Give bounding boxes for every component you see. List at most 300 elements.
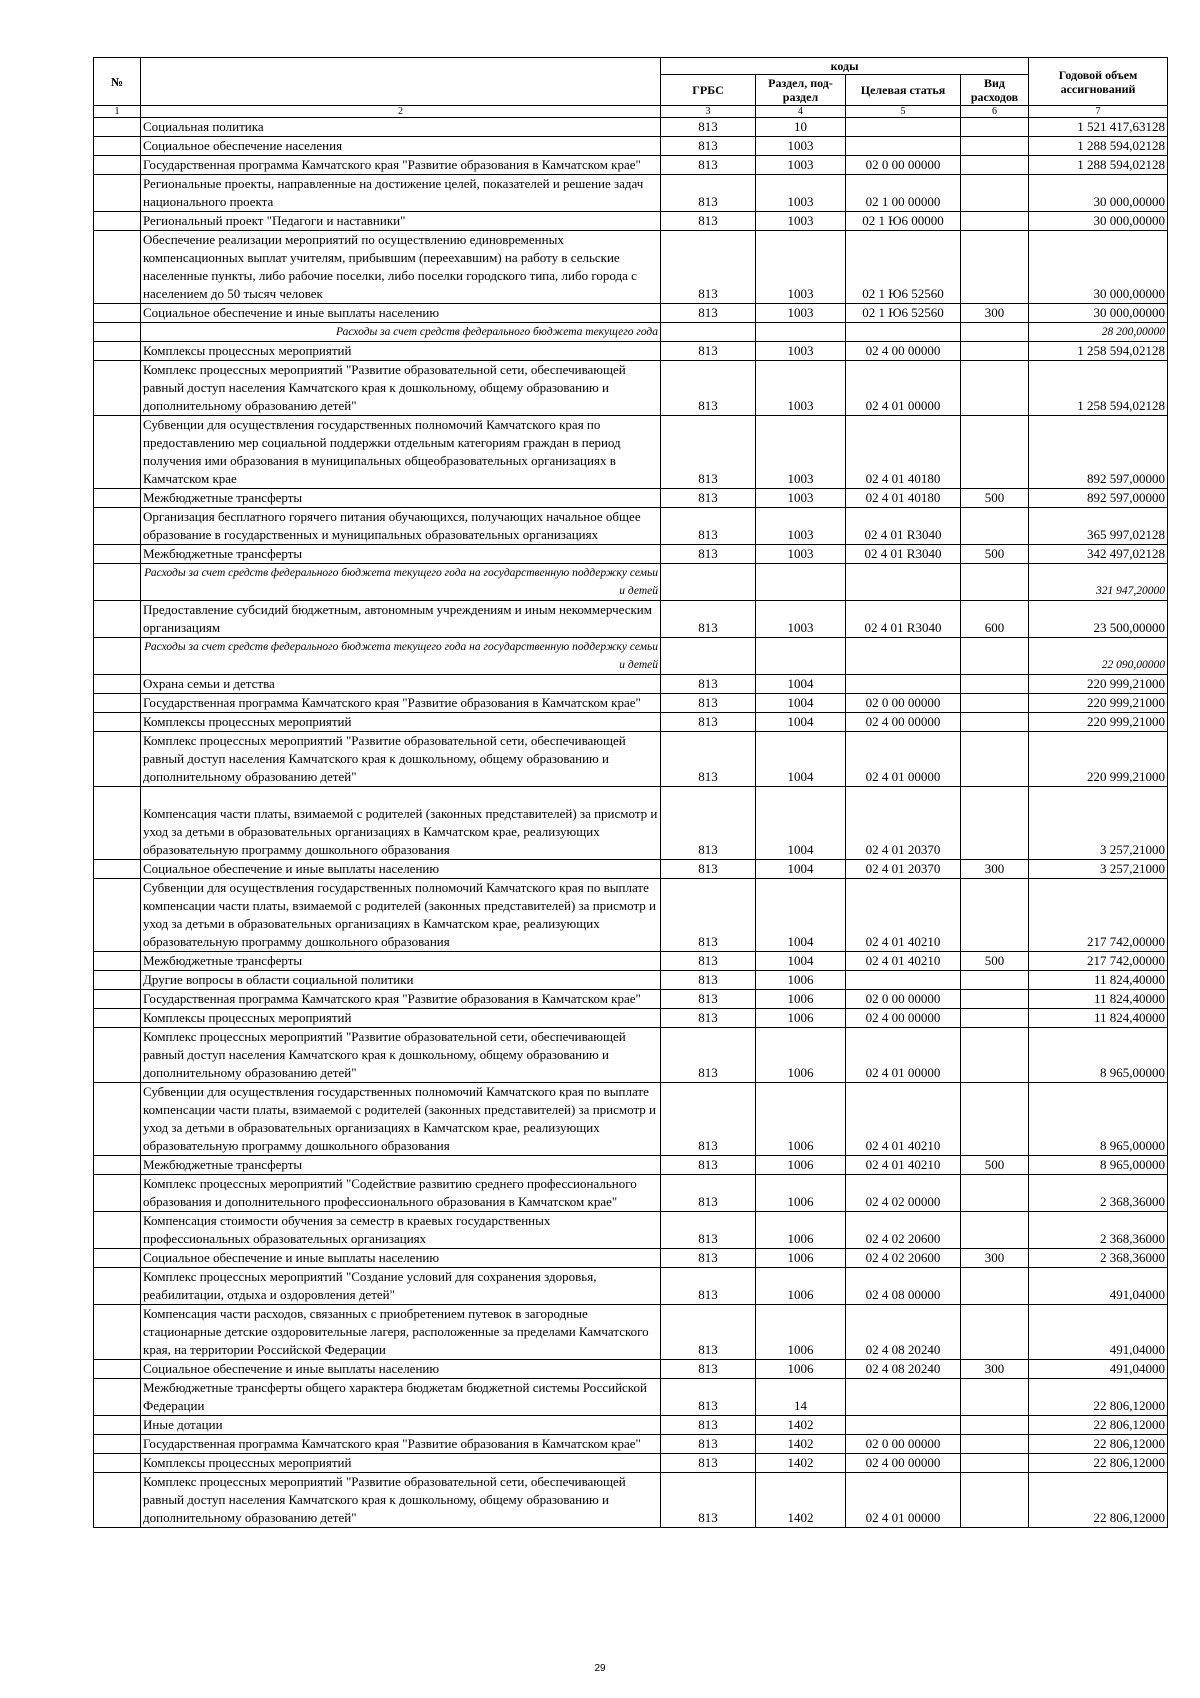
row-razdel-cell: 1006 (756, 1156, 846, 1175)
row-grbs-cell: 813 (661, 1028, 756, 1083)
row-razdel-cell: 1402 (756, 1473, 846, 1528)
row-razdel-cell: 1004 (756, 675, 846, 694)
row-num-cell (94, 1360, 141, 1379)
row-cs-cell: 02 4 00 00000 (846, 342, 961, 361)
table-row (94, 713, 1168, 732)
row-razdel-cell: 1402 (756, 1416, 846, 1435)
row-vid-cell (961, 323, 1029, 342)
row-num-cell (94, 732, 141, 787)
row-cs-cell (846, 638, 961, 675)
row-grbs-cell: 813 (661, 990, 756, 1009)
row-vid-cell (961, 638, 1029, 675)
column-number: 6 (961, 106, 1029, 118)
row-vid-cell: 300 (961, 1249, 1029, 1268)
row-vid-cell (961, 1435, 1029, 1454)
row-num-cell (94, 787, 141, 860)
row-amount-cell: 22 806,12000 (1029, 1416, 1168, 1435)
row-cs-cell: 02 4 02 20600 (846, 1212, 961, 1249)
row-amount-cell: 11 824,40000 (1029, 990, 1168, 1009)
row-num-cell (94, 545, 141, 564)
row-vid-cell (961, 231, 1029, 304)
row-grbs-cell: 813 (661, 416, 756, 489)
row-vid-cell (961, 342, 1029, 361)
table-row (94, 1249, 1168, 1268)
row-grbs-cell: 813 (661, 1268, 756, 1305)
row-vid-cell: 500 (961, 545, 1029, 564)
table-row (94, 175, 1168, 212)
row-cs-cell: 02 4 02 20600 (846, 1249, 961, 1268)
page-number: 29 (594, 1663, 606, 1674)
row-razdel-cell: 1006 (756, 1175, 846, 1212)
row-cs-cell: 02 0 00 00000 (846, 694, 961, 713)
row-num-cell (94, 212, 141, 231)
row-name-cell: Комплексы процессных мероприятий (141, 342, 661, 361)
row-razdel-cell: 1006 (756, 1083, 846, 1156)
row-cs-cell: 02 4 01 00000 (846, 1473, 961, 1528)
row-razdel-cell: 1004 (756, 860, 846, 879)
row-amount-cell: 2 368,36000 (1029, 1175, 1168, 1212)
row-razdel-cell: 1004 (756, 713, 846, 732)
row-num-cell (94, 971, 141, 990)
row-vid-cell (961, 1009, 1029, 1028)
column-number: 7 (1029, 106, 1168, 118)
row-grbs-cell: 813 (661, 1305, 756, 1360)
row-amount-cell: 220 999,21000 (1029, 732, 1168, 787)
row-num-cell (94, 638, 141, 675)
row-num-cell (94, 304, 141, 323)
table-row (94, 212, 1168, 231)
row-num-cell (94, 1416, 141, 1435)
table-row (94, 1268, 1168, 1305)
row-vid-cell (961, 1379, 1029, 1416)
row-num-cell (94, 137, 141, 156)
row-cs-cell: 02 4 02 00000 (846, 1175, 961, 1212)
row-amount-cell: 892 597,00000 (1029, 489, 1168, 508)
row-vid-cell (961, 787, 1029, 860)
row-num-cell (94, 1156, 141, 1175)
row-amount-cell: 11 824,40000 (1029, 1009, 1168, 1028)
row-name-cell: Межбюджетные трансферты (141, 1156, 661, 1175)
row-name-cell: Межбюджетные трансферты (141, 952, 661, 971)
row-vid-cell (961, 416, 1029, 489)
row-cs-cell: 02 4 01 R3040 (846, 508, 961, 545)
row-cs-cell (846, 675, 961, 694)
table-row (94, 508, 1168, 545)
row-amount-cell: 892 597,00000 (1029, 416, 1168, 489)
row-razdel-cell: 1004 (756, 879, 846, 952)
row-num-cell (94, 416, 141, 489)
row-amount-cell: 220 999,21000 (1029, 675, 1168, 694)
row-cs-cell: 02 4 01 20370 (846, 860, 961, 879)
row-amount-cell: 1 288 594,02128 (1029, 156, 1168, 175)
row-vid-cell (961, 1083, 1029, 1156)
row-amount-cell: 321 947,20000 (1029, 564, 1168, 601)
row-vid-cell: 300 (961, 860, 1029, 879)
row-amount-cell: 3 257,21000 (1029, 787, 1168, 860)
table-row (94, 416, 1168, 489)
row-cs-cell: 02 4 01 40210 (846, 1156, 961, 1175)
row-razdel-cell: 1006 (756, 1360, 846, 1379)
row-vid-cell (961, 694, 1029, 713)
row-num-cell (94, 508, 141, 545)
row-name-cell: Иные дотации (141, 1416, 661, 1435)
row-num-cell (94, 156, 141, 175)
table-row (94, 1454, 1168, 1473)
row-amount-cell: 2 368,36000 (1029, 1249, 1168, 1268)
row-grbs-cell: 813 (661, 212, 756, 231)
row-grbs-cell: 813 (661, 1212, 756, 1249)
row-grbs-cell: 813 (661, 545, 756, 564)
row-amount-cell: 30 000,00000 (1029, 304, 1168, 323)
row-cs-cell: 02 4 00 00000 (846, 1009, 961, 1028)
row-name-cell: Государственная программа Камчатского края "Развитие образования в Камчатском крае" (141, 1435, 661, 1454)
row-vid-cell (961, 1212, 1029, 1249)
row-razdel-cell: 14 (756, 1379, 846, 1416)
row-vid-cell: 500 (961, 1156, 1029, 1175)
table-row (94, 879, 1168, 952)
row-name-cell: Охрана семьи и детства (141, 675, 661, 694)
row-razdel-cell: 1003 (756, 304, 846, 323)
header-grbs: ГРБС (661, 75, 756, 106)
row-razdel-cell: 1003 (756, 175, 846, 212)
row-grbs-cell: 813 (661, 732, 756, 787)
row-vid-cell (961, 732, 1029, 787)
row-razdel-cell: 1402 (756, 1435, 846, 1454)
row-name-cell: Социальное обеспечение и иные выплаты населению (141, 1360, 661, 1379)
row-num-cell (94, 1212, 141, 1249)
row-amount-cell: 2 368,36000 (1029, 1212, 1168, 1249)
row-grbs-cell: 813 (661, 1083, 756, 1156)
row-grbs-cell: 813 (661, 694, 756, 713)
row-cs-cell: 02 4 08 20240 (846, 1305, 961, 1360)
row-razdel-cell: 1004 (756, 694, 846, 713)
table-row (94, 952, 1168, 971)
table-row (94, 1028, 1168, 1083)
row-grbs-cell: 813 (661, 601, 756, 638)
row-num-cell (94, 1249, 141, 1268)
row-amount-cell: 491,04000 (1029, 1305, 1168, 1360)
row-razdel-cell: 1004 (756, 787, 846, 860)
row-vid-cell (961, 361, 1029, 416)
row-vid-cell (961, 971, 1029, 990)
row-amount-cell: 28 200,00000 (1029, 323, 1168, 342)
row-razdel-cell: 1006 (756, 1305, 846, 1360)
row-name-cell: Субвенции для осуществления государственных полномочий Камчатского края по выплате компенсации части платы, взимаемой с родителей (законных представителей) за присмотр и уход за детьми в образовательных организациях в Камчатском крае, реализующих образовательную программу дошкольного образования (141, 1083, 661, 1156)
row-razdel-cell (756, 638, 846, 675)
row-vid-cell: 500 (961, 952, 1029, 971)
table-row (94, 342, 1168, 361)
header-codes: коды (661, 58, 1029, 75)
column-number: 1 (94, 106, 141, 118)
row-name-cell: Комплекс процессных мероприятий "Содействие развитию среднего профессионального образования и дополнительного профессионального образования в Камчатском крае" (141, 1175, 661, 1212)
table-row (94, 1473, 1168, 1528)
row-grbs-cell: 813 (661, 118, 756, 137)
row-amount-cell: 3 257,21000 (1029, 860, 1168, 879)
row-name-cell: Межбюджетные трансферты (141, 545, 661, 564)
row-grbs-cell: 813 (661, 1435, 756, 1454)
row-vid-cell (961, 137, 1029, 156)
row-name-cell: Комплекс процессных мероприятий "Создание условий для сохранения здоровья, реабилитации, отдыха и оздоровления детей" (141, 1268, 661, 1305)
table-row-note (94, 564, 1168, 601)
row-grbs-cell: 813 (661, 675, 756, 694)
header-razdel: Раздел, под-раздел (756, 75, 846, 106)
row-amount-cell: 30 000,00000 (1029, 231, 1168, 304)
table-row (94, 1009, 1168, 1028)
row-razdel-cell: 1006 (756, 1028, 846, 1083)
row-name-cell: Комплексы процессных мероприятий (141, 1454, 661, 1473)
row-amount-cell: 8 965,00000 (1029, 1028, 1168, 1083)
row-name-cell: Региональный проект "Педагоги и наставники" (141, 212, 661, 231)
row-num-cell (94, 118, 141, 137)
row-amount-cell: 1 521 417,63128 (1029, 118, 1168, 137)
row-razdel-cell: 1003 (756, 489, 846, 508)
row-num-cell (94, 323, 141, 342)
row-name-cell: Региональные проекты, направленные на достижение целей, показателей и решение задач национального проекта (141, 175, 661, 212)
row-grbs-cell: 813 (661, 361, 756, 416)
row-cs-cell: 02 1 Ю6 00000 (846, 212, 961, 231)
row-cs-cell: 02 4 00 00000 (846, 713, 961, 732)
row-num-cell (94, 564, 141, 601)
row-vid-cell: 500 (961, 489, 1029, 508)
row-razdel-cell: 10 (756, 118, 846, 137)
row-num-cell (94, 1175, 141, 1212)
row-num-cell (94, 1473, 141, 1528)
table-row (94, 860, 1168, 879)
row-num-cell (94, 694, 141, 713)
row-grbs-cell: 813 (661, 231, 756, 304)
row-name-cell: Комплекс процессных мероприятий "Развитие образовательной сети, обеспечивающей равный доступ населения Камчатского края к дошкольному, общему образованию и дополнительному образованию детей" (141, 732, 661, 787)
row-cs-cell: 02 4 01 R3040 (846, 545, 961, 564)
row-name-cell: Компенсация части расходов, связанных с приобретением путевок в загородные стационарные детские оздоровительные лагеря, расположенные за пределами Камчатского края, на территории Российской Федерации (141, 1305, 661, 1360)
header-num: № (94, 58, 141, 106)
row-razdel-cell (756, 323, 846, 342)
column-number-row (94, 106, 1168, 118)
row-grbs-cell: 813 (661, 952, 756, 971)
row-num-cell (94, 1028, 141, 1083)
row-num-cell (94, 952, 141, 971)
row-grbs-cell: 813 (661, 1416, 756, 1435)
row-cs-cell: 02 4 00 00000 (846, 1454, 961, 1473)
column-number: 3 (661, 106, 756, 118)
row-vid-cell (961, 1416, 1029, 1435)
row-amount-cell: 22 806,12000 (1029, 1454, 1168, 1473)
row-name-cell: Расходы за счет средств федерального бюджета текущего года на государственную поддержку семьи и детей (141, 564, 661, 601)
row-amount-cell: 491,04000 (1029, 1268, 1168, 1305)
row-razdel-cell: 1003 (756, 137, 846, 156)
row-amount-cell: 22 806,12000 (1029, 1379, 1168, 1416)
row-vid-cell (961, 1305, 1029, 1360)
row-grbs-cell: 813 (661, 1379, 756, 1416)
row-name-cell: Социальная политика (141, 118, 661, 137)
row-grbs-cell: 813 (661, 879, 756, 952)
table-header (94, 58, 1168, 118)
row-name-cell: Межбюджетные трансферты общего характера бюджетам бюджетной системы Российской Федерации (141, 1379, 661, 1416)
row-razdel-cell: 1006 (756, 1268, 846, 1305)
row-vid-cell (961, 156, 1029, 175)
row-razdel-cell: 1003 (756, 342, 846, 361)
row-grbs-cell: 813 (661, 175, 756, 212)
row-amount-cell: 8 965,00000 (1029, 1156, 1168, 1175)
row-cs-cell: 02 0 00 00000 (846, 156, 961, 175)
row-num-cell (94, 675, 141, 694)
table-row (94, 231, 1168, 304)
row-razdel-cell (756, 564, 846, 601)
row-grbs-cell: 813 (661, 1249, 756, 1268)
row-vid-cell (961, 118, 1029, 137)
table-row (94, 787, 1168, 860)
row-name-cell: Комплекс процессных мероприятий "Развитие образовательной сети, обеспечивающей равный доступ населения Камчатского края к дошкольному, общему образованию и дополнительному образованию детей" (141, 1028, 661, 1083)
row-amount-cell: 342 497,02128 (1029, 545, 1168, 564)
row-amount-cell: 220 999,21000 (1029, 694, 1168, 713)
row-vid-cell (961, 713, 1029, 732)
table-row (94, 156, 1168, 175)
table-row-note (94, 323, 1168, 342)
row-num-cell (94, 1454, 141, 1473)
row-num-cell (94, 175, 141, 212)
row-cs-cell: 02 4 01 40210 (846, 952, 961, 971)
row-grbs-cell (661, 638, 756, 675)
row-name-cell: Предоставление субсидий бюджетным, автономным учреждениям и иным некоммерческим организациям (141, 601, 661, 638)
row-num-cell (94, 1435, 141, 1454)
row-name-cell: Компенсация части платы, взимаемой с родителей (законных представителей) за присмотр и уход за детьми в образовательных организациях в Камчатском крае, реализующих образовательную программу дошкольного образования (141, 787, 661, 860)
row-cs-cell: 02 1 Ю6 52560 (846, 304, 961, 323)
table-row (94, 1435, 1168, 1454)
row-amount-cell: 30 000,00000 (1029, 212, 1168, 231)
row-razdel-cell: 1006 (756, 1009, 846, 1028)
row-num-cell (94, 489, 141, 508)
row-cs-cell (846, 564, 961, 601)
table-row-note (94, 638, 1168, 675)
row-num-cell (94, 860, 141, 879)
table-row (94, 489, 1168, 508)
row-vid-cell: 600 (961, 601, 1029, 638)
row-grbs-cell: 813 (661, 713, 756, 732)
column-number: 2 (141, 106, 661, 118)
table-row (94, 361, 1168, 416)
row-num-cell (94, 1305, 141, 1360)
row-cs-cell: 02 4 01 40210 (846, 879, 961, 952)
row-vid-cell (961, 564, 1029, 601)
row-name-cell: Комплексы процессных мероприятий (141, 713, 661, 732)
row-name-cell: Социальное обеспечение населения (141, 137, 661, 156)
row-name-cell: Социальное обеспечение и иные выплаты населению (141, 860, 661, 879)
row-amount-cell: 217 742,00000 (1029, 879, 1168, 952)
row-vid-cell (961, 1175, 1029, 1212)
table-row (94, 1156, 1168, 1175)
row-name-cell: Субвенции для осуществления государственных полномочий Камчатского края по предоставлению мер социальной поддержки отдельным категориям граждан в период получения ими образования в муниципальных общеобразовательных организациях в Камчатском крае (141, 416, 661, 489)
row-name-cell: Социальное обеспечение и иные выплаты населению (141, 1249, 661, 1268)
row-cs-cell (846, 118, 961, 137)
row-vid-cell (961, 1473, 1029, 1528)
row-grbs-cell: 813 (661, 342, 756, 361)
budget-table (93, 57, 1168, 1528)
row-grbs-cell: 813 (661, 1175, 756, 1212)
row-razdel-cell: 1003 (756, 156, 846, 175)
row-name-cell: Комплекс процессных мероприятий "Развитие образовательной сети, обеспечивающей равный доступ населения Камчатского края к дошкольному, общему образованию и дополнительному образованию детей" (141, 361, 661, 416)
row-name-cell: Расходы за счет средств федерального бюджета текущего года на государственную поддержку семьи и детей (141, 638, 661, 675)
row-grbs-cell: 813 (661, 787, 756, 860)
row-num-cell (94, 231, 141, 304)
row-vid-cell (961, 212, 1029, 231)
row-amount-cell: 220 999,21000 (1029, 713, 1168, 732)
row-razdel-cell: 1006 (756, 971, 846, 990)
row-name-cell: Государственная программа Камчатского края "Развитие образования в Камчатском крае" (141, 694, 661, 713)
row-cs-cell: 02 4 01 00000 (846, 732, 961, 787)
table-row (94, 601, 1168, 638)
row-razdel-cell: 1004 (756, 732, 846, 787)
row-razdel-cell: 1004 (756, 952, 846, 971)
row-name-cell: Социальное обеспечение и иные выплаты населению (141, 304, 661, 323)
row-grbs-cell: 813 (661, 156, 756, 175)
row-num-cell (94, 601, 141, 638)
row-amount-cell: 1 258 594,02128 (1029, 361, 1168, 416)
row-vid-cell (961, 675, 1029, 694)
row-grbs-cell: 813 (661, 489, 756, 508)
row-cs-cell: 02 4 01 40210 (846, 1083, 961, 1156)
row-name-cell: Расходы за счет средств федерального бюджета текущего года (141, 323, 661, 342)
row-razdel-cell: 1402 (756, 1454, 846, 1473)
row-razdel-cell: 1003 (756, 545, 846, 564)
row-razdel-cell: 1006 (756, 1249, 846, 1268)
row-cs-cell: 02 4 08 20240 (846, 1360, 961, 1379)
table-row (94, 971, 1168, 990)
row-vid-cell: 300 (961, 1360, 1029, 1379)
row-razdel-cell: 1006 (756, 990, 846, 1009)
row-vid-cell (961, 1268, 1029, 1305)
row-amount-cell: 22 090,00000 (1029, 638, 1168, 675)
row-cs-cell: 02 4 01 00000 (846, 361, 961, 416)
row-vid-cell (961, 175, 1029, 212)
table-row (94, 1360, 1168, 1379)
row-razdel-cell: 1006 (756, 1212, 846, 1249)
table-row (94, 137, 1168, 156)
row-cs-cell: 02 1 00 00000 (846, 175, 961, 212)
row-name-cell: Комплекс процессных мероприятий "Развитие образовательной сети, обеспечивающей равный доступ населения Камчатского края к дошкольному, общему образованию и дополнительному образованию детей" (141, 1473, 661, 1528)
row-amount-cell: 11 824,40000 (1029, 971, 1168, 990)
header-name (141, 58, 661, 106)
row-amount-cell: 22 806,12000 (1029, 1435, 1168, 1454)
table-row (94, 1083, 1168, 1156)
row-name-cell: Организация бесплатного горячего питания обучающихся, получающих начальное общее образование в государственных и муниципальных образовательных организациях (141, 508, 661, 545)
row-num-cell (94, 342, 141, 361)
row-grbs-cell (661, 564, 756, 601)
row-cs-cell: 02 4 01 40180 (846, 489, 961, 508)
row-num-cell (94, 1009, 141, 1028)
row-razdel-cell: 1003 (756, 508, 846, 545)
table-row (94, 545, 1168, 564)
row-amount-cell: 8 965,00000 (1029, 1083, 1168, 1156)
row-name-cell: Обеспечение реализации мероприятий по осуществлению единовременных компенсационных выплат учителям, прибывшим (переехавшим) на работу в сельские населенные пункты, либо рабочие поселки, либо поселки городского типа, либо города с населением до 50 тысяч человек (141, 231, 661, 304)
row-grbs-cell: 813 (661, 137, 756, 156)
row-razdel-cell: 1003 (756, 231, 846, 304)
row-grbs-cell: 813 (661, 304, 756, 323)
row-amount-cell: 23 500,00000 (1029, 601, 1168, 638)
table-row (94, 304, 1168, 323)
row-amount-cell: 22 806,12000 (1029, 1473, 1168, 1528)
row-grbs-cell (661, 323, 756, 342)
header-vid: Вид расходов (961, 75, 1029, 106)
row-grbs-cell: 813 (661, 1473, 756, 1528)
row-cs-cell: 02 4 08 00000 (846, 1268, 961, 1305)
table-row (94, 1416, 1168, 1435)
row-grbs-cell: 813 (661, 508, 756, 545)
row-grbs-cell: 813 (661, 1454, 756, 1473)
header-amount: Годовой объем ассигнований (1029, 58, 1168, 106)
row-name-cell: Другие вопросы в области социальной политики (141, 971, 661, 990)
row-num-cell (94, 879, 141, 952)
row-cs-cell (846, 1379, 961, 1416)
row-vid-cell (961, 879, 1029, 952)
